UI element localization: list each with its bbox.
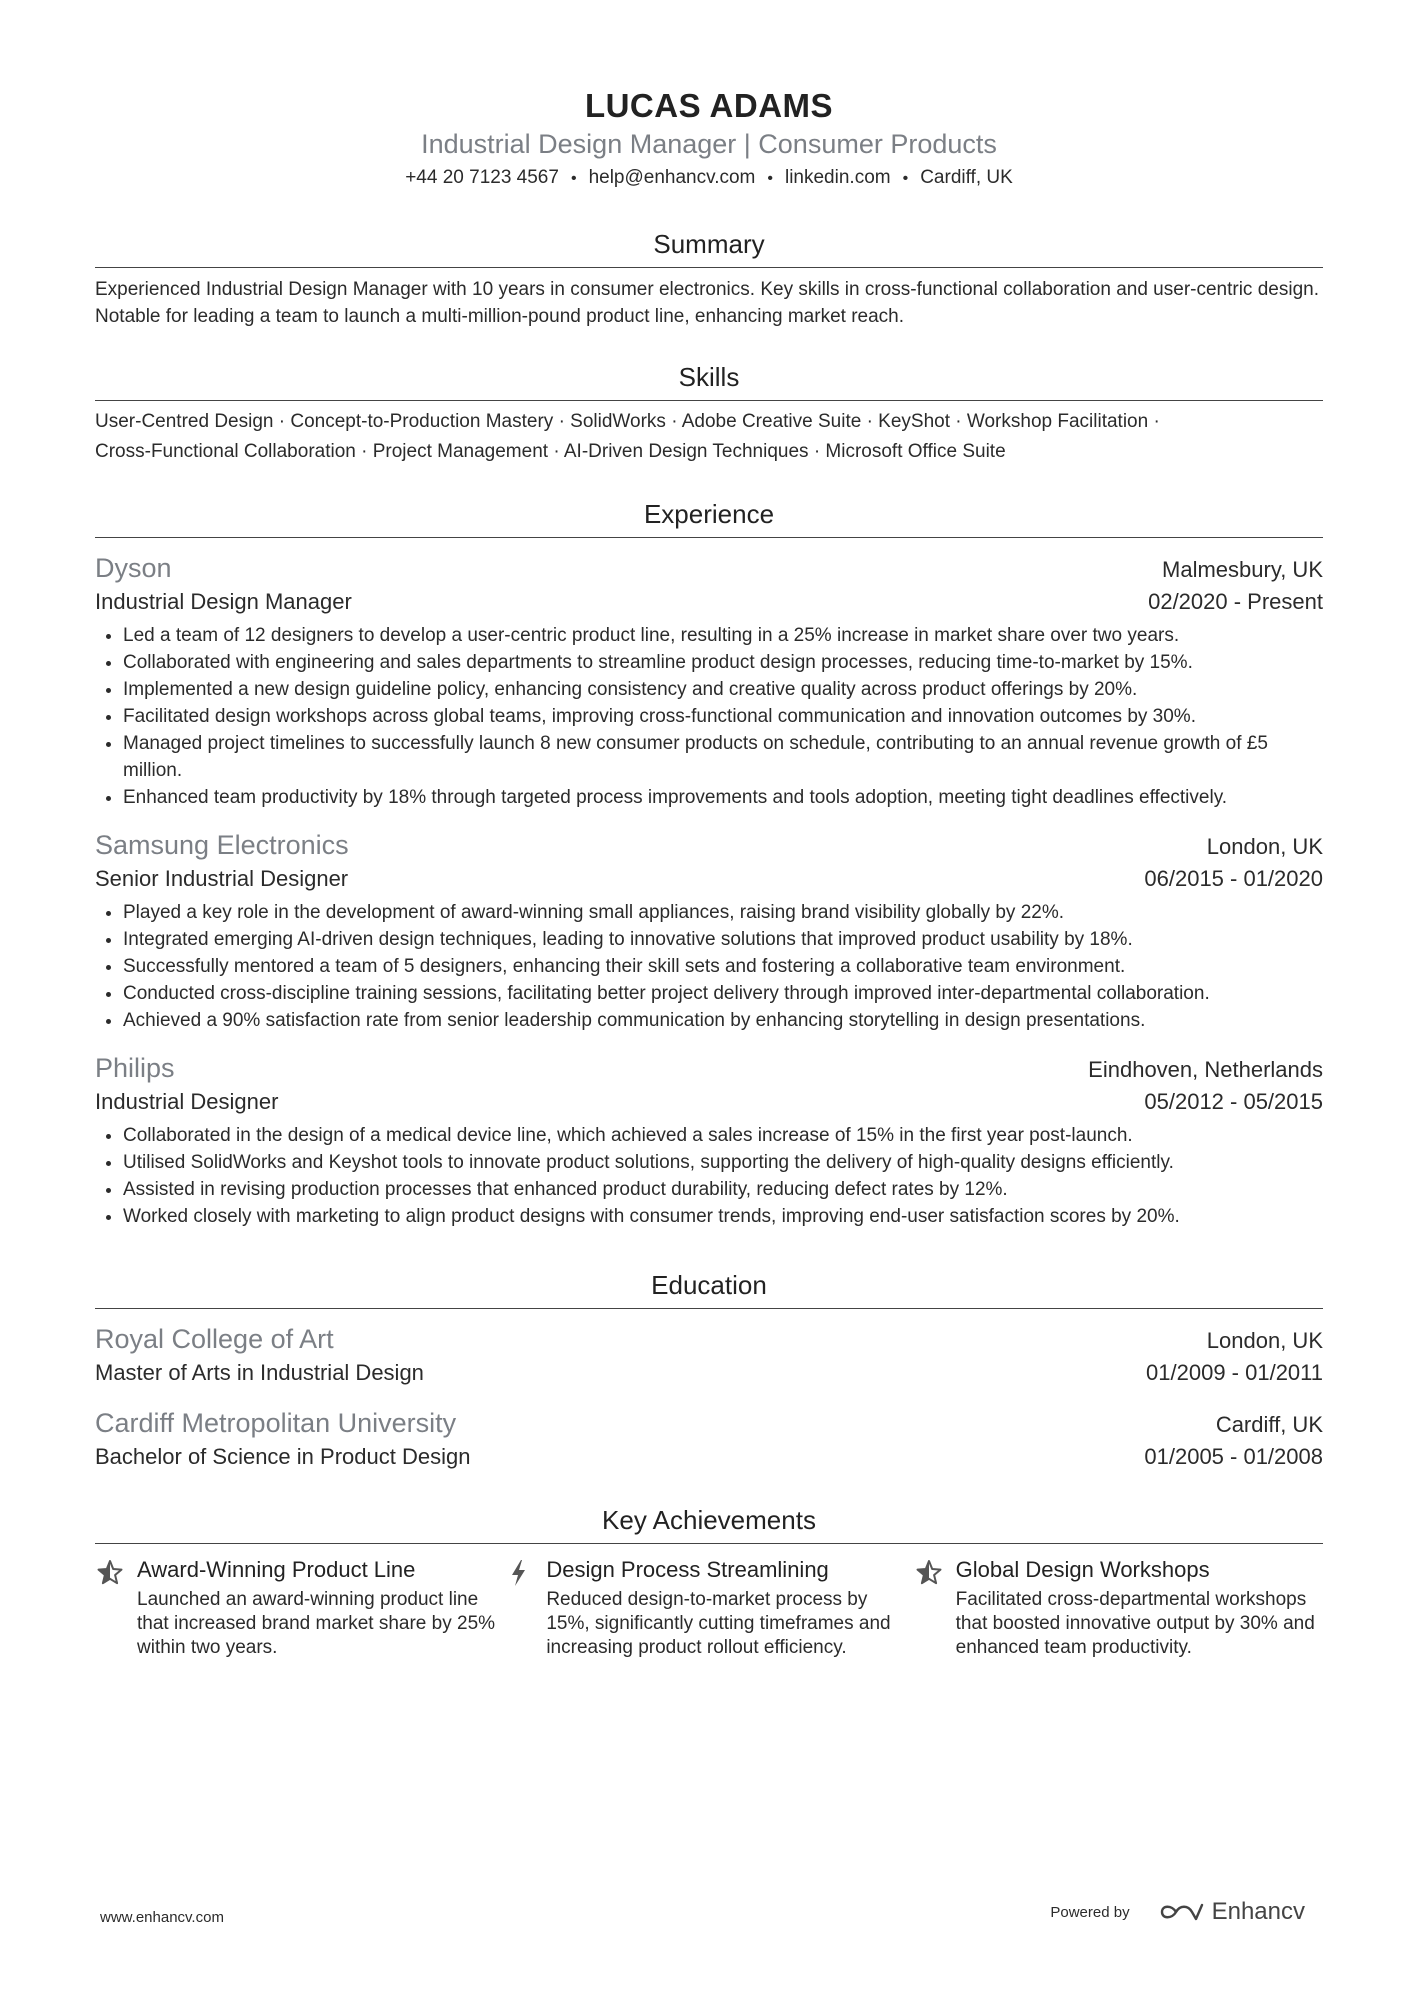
job-bullet: • Utilised SolidWorks and Keyshot tools to innovate product solutions, supporting the delivery of high-quality designs efficiently. — [123, 1149, 1323, 1176]
job-bullet: • Played a key role in the development of award-winning small appliances, raising brand visibility globally by 22%. — [123, 899, 1323, 926]
job-role: Senior Industrial Designer — [95, 866, 349, 891]
job-role: Industrial Designer — [95, 1089, 279, 1114]
contact-email[interactable]: help@enhancv.com — [588, 167, 756, 188]
experience-entry — [95, 827, 1323, 1034]
achievements-grid — [95, 1554, 1323, 1660]
job-bullet: • Assisted in revising production processes that enhanced product durability, reducing defect rates by 12%. — [123, 1176, 1323, 1203]
skills-line-1: User-Centred Design · Concept-to-Production Mastery · SolidWorks · Adobe Creative Suite · KeyShot · Workshop Facilitation · — [95, 411, 1160, 432]
contact-separator: • — [902, 170, 909, 187]
summary-text: Experienced Industrial Design Manager with 10 years in consumer electronics. Key skills in cross-functional collaboration and user-centric design. Notable for leading a team to launch a multi-million-pound product line, enhancing market reach. — [95, 279, 1319, 327]
job-bullet: • Successfully mentored a team of 5 designers, enhancing their skill sets and fostering a collaborative team environment. — [123, 953, 1323, 980]
contact-linkedin[interactable]: linkedin.com — [784, 167, 891, 188]
achievements-heading: Key Achievements — [95, 1503, 1323, 1544]
degree-name: Master of Arts in Industrial Design — [95, 1360, 424, 1385]
company-name: Samsung Electronics — [95, 830, 349, 860]
contact-separator: • — [570, 170, 577, 187]
job-bullets — [95, 622, 1323, 811]
achievement-item — [95, 1554, 504, 1660]
contact-separator: • — [767, 170, 773, 187]
job-bullets — [95, 1122, 1323, 1230]
job-bullet: • Integrated emerging AI-driven design techniques, leading to innovative solutions that improved product usability by 18%. — [123, 926, 1323, 953]
achievement-text: Facilitated cross-departmental workshops that boosted innovative output by 30% and enhanced team productivity. — [955, 1589, 1315, 1658]
job-bullet: • Conducted cross-discipline training sessions, facilitating better project delivery through improved inter-departmental collaboration. — [123, 980, 1323, 1007]
education-heading: Education — [95, 1268, 1323, 1309]
school-name: Cardiff Metropolitan University — [95, 1408, 457, 1438]
job-dates: 05/2012 - 05/2015 — [1144, 1089, 1323, 1114]
achievement-text: Reduced design-to-market process by 15%, significantly cutting timeframes and increasing product rollout efficiency. — [546, 1589, 891, 1658]
job-bullet: • Implemented a new design guideline policy, enhancing consistency and creative quality across product offerings by 20%. — [123, 676, 1323, 703]
experience-entry — [95, 1050, 1323, 1230]
job-location: Malmesbury, UK — [1162, 557, 1323, 582]
contact-phone[interactable]: +44 20 7123 4567 — [405, 167, 559, 188]
summary-heading: Summary — [95, 227, 1323, 268]
footer-branding — [1050, 1898, 1305, 1926]
powered-by-label: Powered by — [1050, 1903, 1130, 1921]
school-location: Cardiff, UK — [1215, 1412, 1323, 1437]
skills-heading: Skills — [95, 360, 1323, 401]
achievement-text: Launched an award-winning product line that increased brand market share by 25% within two years. — [137, 1589, 496, 1658]
achievement-item — [914, 1554, 1323, 1660]
star-icon — [95, 1558, 125, 1588]
school-location: London, UK — [1206, 1328, 1323, 1353]
job-bullet: • Collaborated with engineering and sales departments to streamline product design processes, reducing time-to-market by 15%. — [123, 649, 1323, 676]
education-dates: 01/2009 - 01/2011 — [1146, 1360, 1323, 1385]
job-bullet: • Collaborated in the design of a medical device line, which achieved a sales increase of 15% in the first year post-launch. — [123, 1122, 1323, 1149]
enhancv-logo-icon — [1158, 1901, 1204, 1923]
job-bullet: • Worked closely with marketing to align product designs with consumer trends, improving end-user satisfaction scores by 20%. — [123, 1203, 1323, 1230]
job-bullet: • Facilitated design workshops across global teams, improving cross-functional communication and innovation outcomes by 30%. — [123, 703, 1323, 730]
job-location: London, UK — [1206, 834, 1323, 859]
job-dates: 06/2015 - 01/2020 — [1144, 866, 1323, 891]
enhancv-logo[interactable] — [1158, 1898, 1305, 1926]
company-name: Philips — [95, 1053, 175, 1083]
job-bullet: • Achieved a 90% satisfaction rate from senior leadership communication by enhancing storytelling in design presentations. — [123, 1007, 1323, 1034]
achievement-title: Global Design Workshops — [955, 1557, 1210, 1582]
skills-line-2: Cross-Functional Collaboration · Project Management · AI-Driven Design Techniques · Microsoft Office Suite — [95, 441, 1006, 462]
job-role: Industrial Design Manager — [95, 589, 352, 614]
experience-entry — [95, 550, 1323, 811]
degree-name: Bachelor of Science in Product Design — [95, 1444, 471, 1469]
school-name: Royal College of Art — [95, 1324, 334, 1354]
job-location: Eindhoven, Netherlands — [1088, 1057, 1323, 1082]
achievement-title: Award-Winning Product Line — [137, 1557, 416, 1582]
footer-website[interactable]: www.enhancv.com — [100, 1909, 224, 1926]
achievement-item — [504, 1554, 913, 1660]
candidate-title: Industrial Design Manager | Consumer Products — [421, 129, 997, 159]
company-name: Dyson — [95, 553, 172, 583]
enhancv-logo-text: Enhancv — [1211, 1898, 1305, 1925]
job-bullets — [95, 899, 1323, 1034]
contact-location: Cardiff, UK — [920, 167, 1013, 188]
experience-heading: Experience — [95, 497, 1323, 538]
contact-line — [95, 164, 1323, 193]
job-dates: 02/2020 - Present — [1148, 589, 1323, 614]
lightning-icon — [504, 1558, 534, 1588]
education-dates: 01/2005 - 01/2008 — [1144, 1444, 1323, 1469]
resume-page — [95, 0, 1323, 1660]
achievement-title: Design Process Streamlining — [546, 1557, 829, 1582]
job-bullet: • Led a team of 12 designers to develop a user-centric product line, resulting in a 25% increase in market share over two years. — [123, 622, 1323, 649]
education-entry — [95, 1405, 1323, 1473]
star-icon — [914, 1558, 944, 1588]
education-entry — [95, 1321, 1323, 1389]
job-bullet: • Enhanced team productivity by 18% through targeted process improvements and tools adoption, meeting tight deadlines effectively. — [123, 784, 1323, 811]
candidate-name: LUCAS ADAMS — [584, 87, 834, 124]
job-bullet: • Managed project timelines to successfully launch 8 new consumer products on schedule, contributing to an annual revenue growth of £5 million. — [123, 730, 1323, 784]
skills-list — [95, 407, 1323, 467]
